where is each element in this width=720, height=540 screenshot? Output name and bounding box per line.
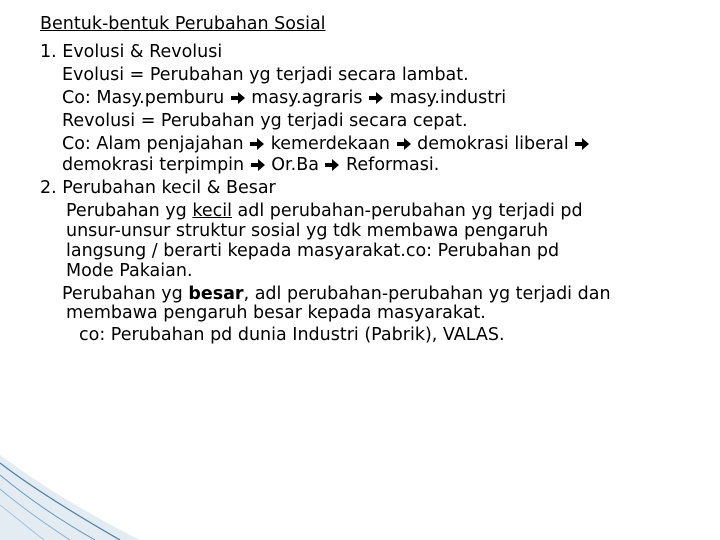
revolusi-example-line1 [62, 134, 590, 154]
right-arrow-icon [251, 159, 265, 171]
besar-line1 [62, 284, 611, 304]
right-arrow-icon [575, 138, 589, 150]
revolusi-def: = Perubahan yg terjadi secara cepat. [135, 111, 468, 131]
example-text: Co: Alam penjajahan [62, 134, 250, 154]
example-text: masy.agraris [245, 88, 369, 108]
example-text: Reformasi. [340, 155, 440, 175]
example-text: masy.industri [384, 88, 507, 108]
section1-heading: 1. Evolusi & Revolusi [40, 42, 223, 62]
body-text: , adl perubahan-perubahan yg terjadi dan [243, 284, 611, 304]
evolusi-example [62, 88, 506, 108]
example-text: Or.Ba [265, 155, 325, 175]
example-text: demokrasi terpimpin [62, 155, 250, 175]
revolusi-term: Revolusi [62, 111, 136, 131]
evolusi-def: = Perubahan yg terjadi secara lambat. [124, 65, 469, 85]
body-text: Perubahan yg [66, 201, 193, 221]
kecil-line2: unsur-unsur struktur sosial yg tdk membawa pengaruh [66, 221, 549, 241]
kecil-line4: Mode Pakaian. [66, 261, 193, 281]
evolusi-definition [62, 65, 469, 85]
slide-title: Bentuk-bentuk Perubahan Sosial [40, 14, 326, 34]
kecil-line1 [66, 201, 583, 221]
body-text: adl perubahan-perubahan yg terjadi pd [231, 201, 583, 221]
besar-term: besar [188, 284, 244, 304]
revolusi-example-line2 [62, 155, 439, 175]
right-arrow-icon [250, 138, 264, 150]
body-text: Perubahan yg [62, 284, 189, 304]
besar-line2: membawa pengaruh besar kepada masyarakat. [66, 303, 486, 323]
right-arrow-icon [369, 92, 383, 104]
example-text: kemerdekaan [265, 134, 396, 154]
section2-heading: 2. Perubahan kecil & Besar [40, 178, 276, 198]
example-text: demokrasi liberal [411, 134, 575, 154]
example-text: Co: Masy.pemburu [62, 88, 230, 108]
kecil-term: kecil [192, 201, 232, 221]
revolusi-definition [62, 111, 468, 131]
right-arrow-icon [325, 159, 339, 171]
evolusi-term: Evolusi [62, 65, 125, 85]
besar-line3: co: Perubahan pd dunia Industri (Pabrik), VALAS. [79, 325, 505, 345]
right-arrow-icon [397, 138, 411, 150]
kecil-line3: langsung / berarti kepada masyarakat.co: Perubahan pd [66, 241, 560, 261]
right-arrow-icon [231, 92, 245, 104]
corner-decoration [0, 455, 140, 540]
